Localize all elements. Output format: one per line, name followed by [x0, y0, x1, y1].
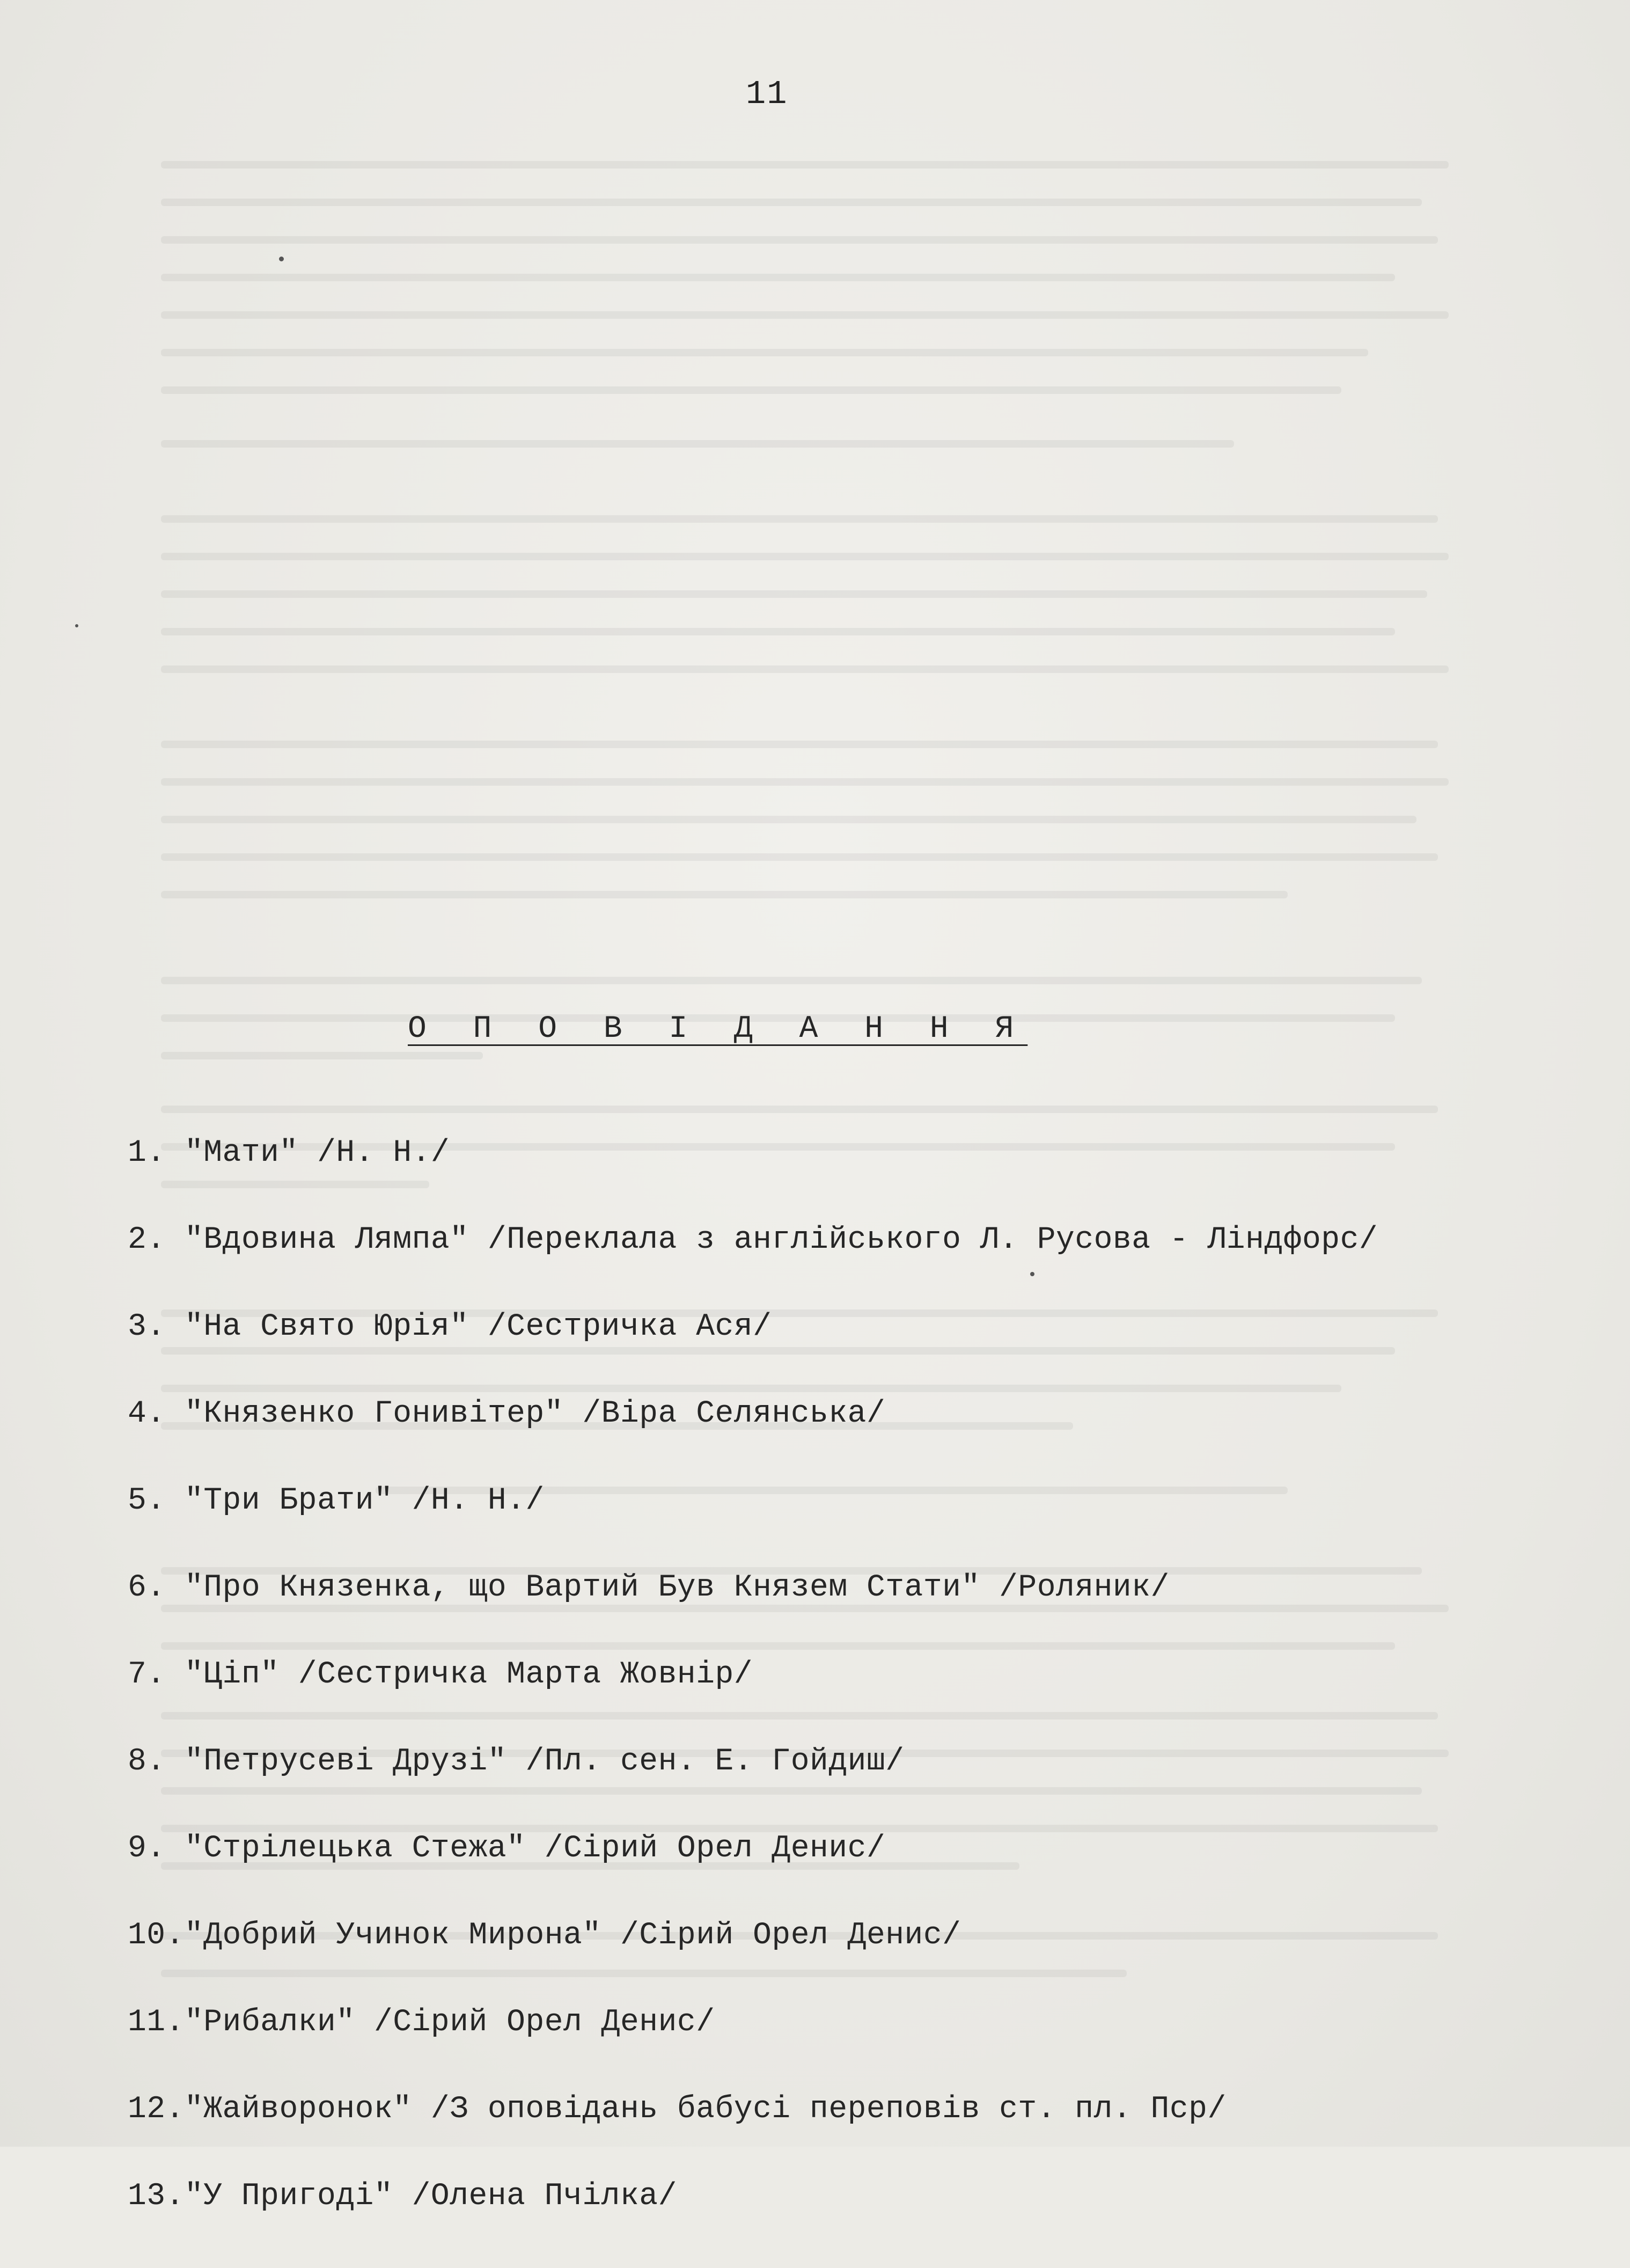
item-title: "Рибалки" [184, 2005, 355, 2040]
section-heading: О П О В І Д А Н Н Я [408, 1012, 1028, 1047]
list-item [128, 2094, 1378, 2181]
list-item [128, 1746, 1378, 1833]
list-item [128, 1483, 1378, 1572]
item-number: 13. [128, 2179, 185, 2214]
list-item [128, 2007, 1378, 2094]
list-item [128, 1225, 1378, 1312]
item-number: 3. [128, 1309, 166, 1344]
item-title: "Мати" [184, 1136, 298, 1170]
item-number: 12. [128, 2092, 185, 2127]
item-title: "Добрий Учинок Мирона" [184, 1918, 601, 1953]
item-title: "Три Брати" [184, 1483, 393, 1518]
page-number: 11 [746, 75, 788, 113]
item-title: "Ціп" [184, 1657, 280, 1692]
list-item [128, 1833, 1378, 1920]
item-author: /Н. Н./ [317, 1136, 450, 1170]
item-author: /Н. Н./ [412, 1483, 545, 1518]
item-author: /Сірий Орел Денис/ [544, 1831, 886, 1866]
ink-speck [279, 257, 284, 261]
item-title: "Жайворонок" [184, 2092, 412, 2127]
item-author: /Віра Селянська/ [582, 1396, 886, 1431]
item-author: /Сірий Орел Денис/ [374, 2005, 715, 2040]
list-item [128, 1659, 1378, 1746]
item-title: "У Пригоді" [184, 2179, 393, 2214]
list-item [128, 1309, 1378, 1399]
list-item [128, 1138, 1378, 1225]
ink-speck [75, 624, 78, 627]
item-number: 5. [128, 1483, 166, 1518]
item-number: 4. [128, 1396, 166, 1431]
item-number: 7. [128, 1657, 166, 1692]
item-author: /Роляник/ [999, 1570, 1170, 1605]
item-author: /Переклала з англійського Л. Русова - Ліндфорс/ [487, 1223, 1378, 1257]
item-author: /Сестричка Ася/ [487, 1309, 772, 1344]
item-author: /З оповідань бабусі переповів ст. пл. Пср/ [430, 2092, 1227, 2127]
item-number: 2. [128, 1223, 166, 1257]
item-number: 6. [128, 1570, 166, 1605]
item-number: 11. [128, 2005, 185, 2040]
item-number: 10. [128, 1918, 185, 1953]
list-item [128, 1396, 1378, 1486]
item-title: "Про Князенка, що Вартий Був Князем Стати" [184, 1570, 980, 1605]
item-number: 9. [128, 1831, 166, 1866]
item-title: "Князенко Гонивітер" [184, 1396, 564, 1431]
item-title: "На Свято Юрія" [184, 1309, 469, 1344]
contents-list [128, 1138, 1378, 2268]
item-author: /Сірий Орел Денис/ [620, 1918, 961, 1953]
item-title: "Стрілецька Стежа" [184, 1831, 526, 1866]
item-title: "Петрусеві Друзі" [184, 1744, 507, 1779]
item-author: /Пл. сен. Е. Гойдиш/ [525, 1744, 905, 1779]
item-number: 1. [128, 1136, 166, 1170]
item-number: 8. [128, 1744, 166, 1779]
list-item [128, 2181, 1378, 2268]
list-item [128, 1920, 1378, 2007]
item-author: /Олена Пчілка/ [412, 2179, 677, 2214]
item-author: /Сестричка Марта Жовнір/ [298, 1657, 753, 1692]
item-title: "Вдовина Лямпа" [184, 1223, 469, 1257]
list-item [128, 1572, 1378, 1659]
